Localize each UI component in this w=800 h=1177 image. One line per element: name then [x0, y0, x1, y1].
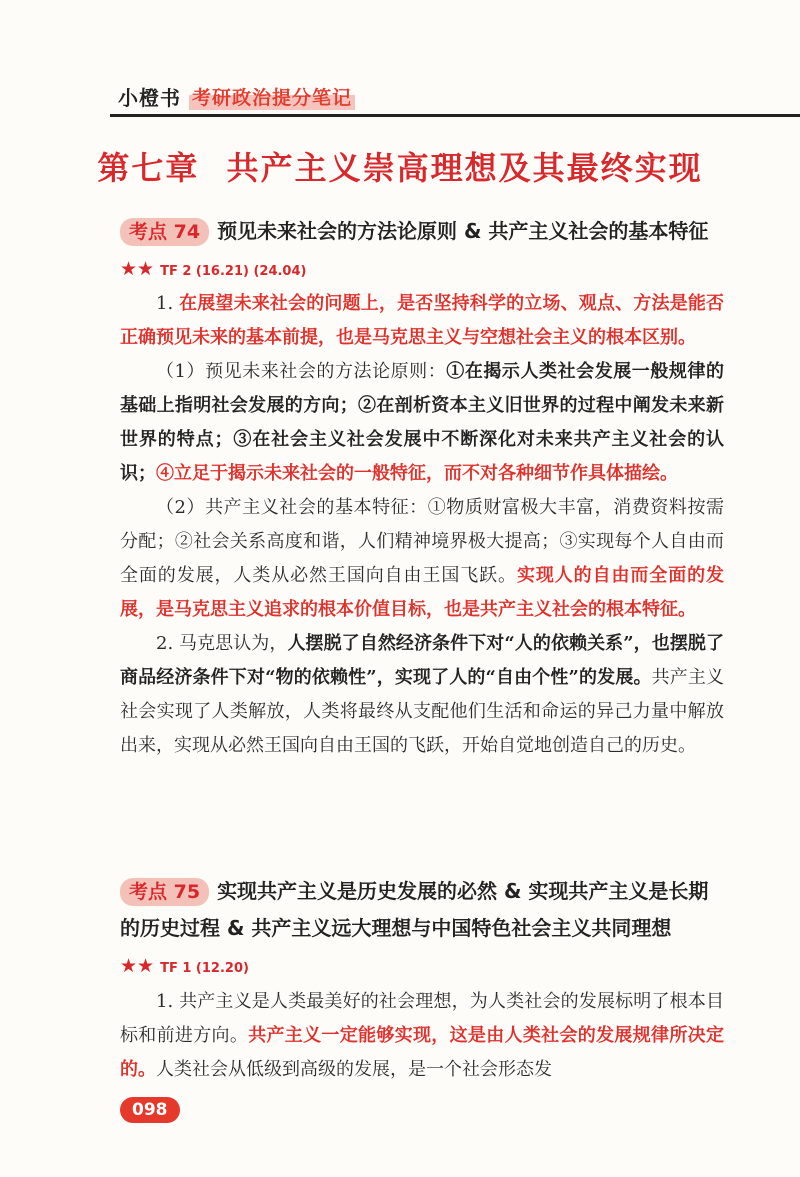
paragraph — [120, 985, 724, 1087]
star-rating: ★★ — [120, 258, 155, 280]
section-75-body — [120, 985, 724, 1087]
header-rule — [110, 114, 800, 117]
chapter-title: 第七章 共产主义崇高理想及其最终实现 — [97, 149, 703, 187]
paragraph — [120, 491, 724, 627]
paragraph-text: （2）共产主义社会的基本特征：①物质财富极大丰富，消费资料按需分配；②社会关系高度和谐，人们精神境界极大提高；③实现每个人自由而全面的发展，人类从必然王国向自由王国飞跃。 — [120, 497, 724, 586]
section-heading-74 — [120, 213, 724, 290]
section-title: 预见未来社会的方法论原则 & 共产主义社会的基本特征 — [217, 219, 709, 243]
paragraph-number: 1. — [156, 293, 180, 314]
section-74-body — [120, 287, 724, 763]
tf-frequency: TF 1 (12.20) — [160, 961, 249, 976]
section-tag: 考点 74 — [120, 218, 209, 246]
bold-text: ①在揭示人类社会发展一般规律的基础上指明社会发展的方向；②在剖析资本主义旧世界的过程中阐发未来新世界的特点；③在社会主义社会发展中不断深化对未来共产主义社会的认识； — [120, 361, 725, 484]
paragraph-lead: （1）预见未来社会的方法论原则： — [156, 361, 447, 382]
star-rating: ★★ — [120, 955, 155, 977]
key-point-text: 在展望未来社会的问题上，是否坚持科学的立场、观点、方法是能否正确预见未来的基本前提，也是马克思主义与空想社会主义的根本区别。 — [120, 293, 724, 348]
book-header — [118, 82, 355, 111]
paragraph-lead: 2. 马克思认为， — [156, 633, 288, 654]
section-title: 实现共产主义是历史发展的必然 & 实现共产主义是长期的历史过程 & 共产主义远大理想与中国特色社会主义共同理想 — [120, 879, 709, 940]
paragraph-text: 1. 共产主义是人类最美好的社会理想，为人类社会的发展标明了根本目标和前进方向。 — [120, 991, 724, 1046]
book-subtitle: 考研政治提分笔记 — [189, 83, 355, 110]
book-brand: 小橙书 — [118, 86, 181, 110]
section-tag: 考点 75 — [120, 878, 209, 906]
key-point-text: 共产主义一定能够实现，这是由人类社会的发展规律所决定的。 — [120, 1025, 724, 1080]
paragraph — [120, 627, 724, 763]
key-point-text: 实现人的自由而全面的发展，是马克思主义追求的根本价值目标，也是共产主义社会的根本特征。 — [120, 565, 725, 620]
paragraph — [120, 355, 724, 491]
section-heading-75 — [120, 873, 724, 987]
page-number-badge: 098 — [120, 1097, 180, 1123]
paragraph — [120, 287, 724, 355]
bold-text: 人摆脱了自然经济条件下对“人的依赖关系”，也摆脱了商品经济条件下对“物的依赖性”，实现了人的“自由个性”的发展。 — [120, 633, 724, 688]
paragraph-text: 人类社会从低级到高级的发展，是一个社会形态发 — [156, 1059, 552, 1080]
tf-frequency: TF 2 (16.21) (24.04) — [160, 264, 307, 279]
key-point-text: ④立足于揭示未来社会的一般特征，而不对各种细节作具体描绘。 — [156, 463, 678, 484]
paragraph-text: 共产主义社会实现了人类解放，人类将最终从支配他们生活和命运的异己力量中解放出来，实现从必然王国向自由王国的飞跃，开始自觉地创造自己的历史。 — [120, 667, 724, 756]
